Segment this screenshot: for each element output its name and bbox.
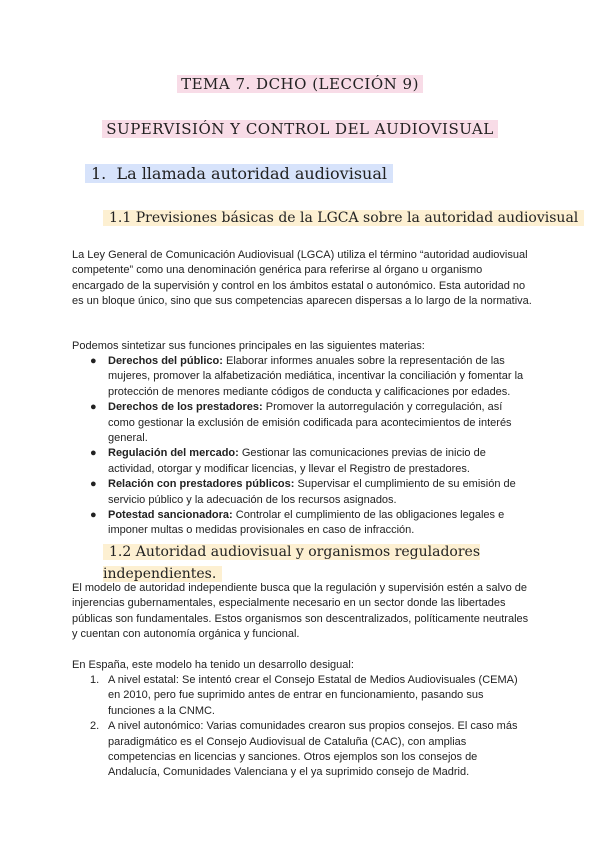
subsection-1-2-title: 1.2 Autoridad audiovisual y organismos reguladores independientes. [103, 544, 481, 582]
section-1-heading [85, 163, 393, 185]
bullet-text: Controlar el cumplimiento de las obligaciones legales e imponer multas o medidas provisionales en caso de infracción. [108, 509, 505, 537]
bullet-icon: ● [90, 355, 97, 367]
bullet-term: Potestad sancionadora: [108, 509, 233, 522]
functions-bullet-list [90, 354, 530, 539]
bullet-text: Promover la autorregulación y corregulación, así como gestionar la exclusión de emisión codificada para acontecimientos de interés general. [108, 401, 512, 445]
item-number: 2. [90, 720, 100, 733]
section-1-title: La llamada autoridad audiovisual [116, 164, 387, 183]
bullet-item [90, 477, 530, 508]
bullet-icon: ● [90, 509, 97, 522]
subsection-1-2-heading [103, 541, 600, 585]
bullet-item [90, 354, 530, 400]
document-title-text: TEMA 7. DCHO (LECCIÓN 9) [177, 75, 423, 93]
bullet-text: Supervisar el cumplimiento de su emisión de servicio público y la adecuación de los recursos asignados. [108, 478, 516, 506]
subsection-1-1-paragraph-2: Podemos sintetizar sus funciones principales en las siguientes materias: [72, 340, 425, 352]
bullet-item [90, 446, 530, 477]
item-text: A nivel estatal: Se intentó crear el Consejo Estatal de Medios Audiovisuales (CEMA) en 2010, pero fue suprimido antes de entrar en funcionamiento, pasando sus funciones a la CNMC. [108, 674, 518, 717]
bullet-item [90, 400, 530, 446]
item-number: 1. [90, 674, 100, 686]
bullet-icon: ● [90, 401, 97, 414]
subsection-1-2-paragraph-2: En España, este modelo ha tenido un desarrollo desigual: [72, 659, 354, 671]
numbered-item [90, 673, 530, 719]
section-1-heading-highlight [85, 164, 393, 183]
numbered-item [90, 719, 530, 781]
bullet-icon: ● [90, 478, 97, 491]
subsection-1-1-paragraph-1: La Ley General de Comunicación Audiovisual (LGCA) utiliza el término “autoridad audiovisual competente” como una denominación genérica para referirse al órgano u organismo encargado de la supervisión y control en los ámbitos estatal o autonómico. Esta autoridad no es un bloque único, sino que sus competencias aparecen dispersas a lo largo de la normativa. [72, 249, 532, 308]
item-text: A nivel autonómico: Varias comunidades crearon sus propios consejos. El caso más paradigmático es el Consejo Audiovisual de Cataluña (CAC), con amplias competencias en licencias y sanciones. Otros ejemplos son los consejos de Andalucía, Comunidades Valenciana y el ya suprimido consejo de Madrid. [108, 720, 518, 779]
bullet-text: Elaborar informes anuales sobre la representación de las mujeres, promover la alfabetización mediática, incentivar la conciliación y fomentar la protección de menores mediante códigos de conducta y calificaciones por edades. [108, 355, 524, 398]
section-1-number: 1. [91, 164, 107, 183]
subsection-1-1-heading [103, 207, 584, 229]
bullet-term: Regulación del mercado: [108, 447, 239, 460]
document-title [0, 75, 600, 93]
document-subtitle [0, 120, 600, 138]
bullet-text: Gestionar las comunicaciones previas de inicio de actividad, otorgar y modificar licencias, y llevar el Registro de prestadores. [108, 447, 486, 475]
document-subtitle-text: SUPERVISIÓN Y CONTROL DEL AUDIOVISUAL [102, 120, 497, 138]
subsection-1-1-title: 1.1 Previsiones básicas de la LGCA sobre la autoridad audiovisual [103, 210, 584, 226]
bullet-term: Derechos del público: [108, 355, 223, 367]
bullet-item [90, 508, 530, 539]
subsection-1-2-paragraph-1: El modelo de autoridad independiente busca que la regulación y supervisión estén a salvo de injerencias gubernamentales, especialmente necesario en un sector donde las libertades públicas son fundamentales. Estos organismos son descentralizados, políticamente neutrales y cuentan con autonomía orgánica y funcional. [72, 582, 529, 641]
bullet-icon: ● [90, 447, 97, 460]
bullet-term: Derechos de los prestadores: [108, 401, 263, 414]
bullet-term: Relación con prestadores públicos: [108, 478, 295, 491]
spain-model-numbered-list [90, 673, 530, 781]
